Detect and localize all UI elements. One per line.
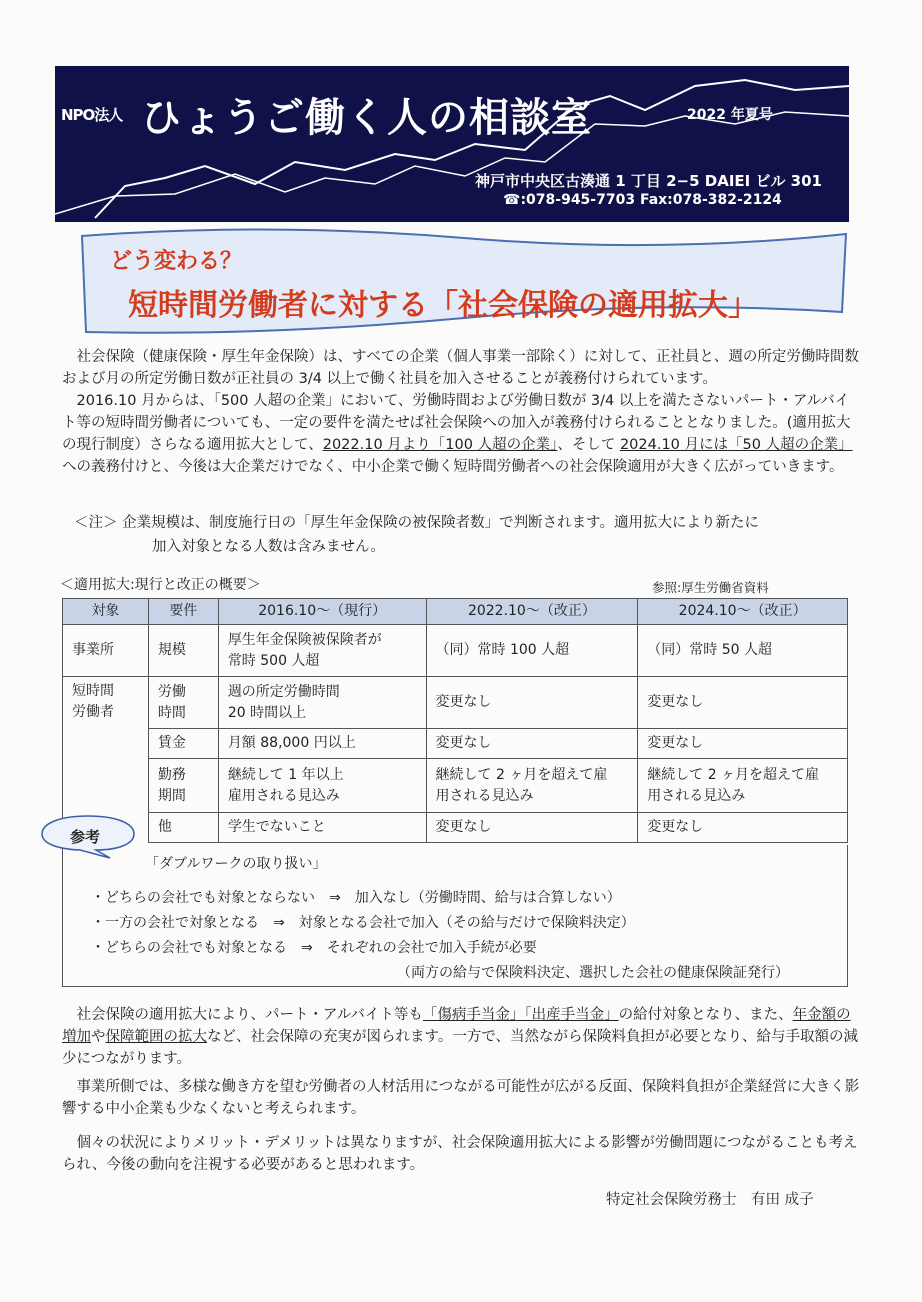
header-2024: 2024.10～（改正） [638, 599, 848, 625]
cell: 厚生年金保険被保険者が 常時 500 人超 [218, 625, 426, 677]
cell: 継続して 2 ヶ月を超えて雇 用される見込み [426, 759, 638, 813]
cell: 週の所定労働時間 20 時間以上 [218, 677, 426, 729]
cell [63, 759, 149, 813]
header-2016: 2016.10～（現行） [218, 599, 426, 625]
header-2022: 2022.10～（改正） [426, 599, 638, 625]
cell: 短時間 労働者 [63, 677, 149, 729]
reference-bubble-label: 参考 [70, 828, 101, 846]
newsletter-header [55, 66, 849, 222]
underline-2022: 2022.10 月より「100 人超の企業」 [322, 437, 558, 453]
header-target: 対象 [63, 599, 149, 625]
cell: 学生でないこと [218, 813, 426, 843]
cell: 変更なし [426, 813, 638, 843]
closing-paragraph-1: 社会保険の適用拡大により、パート・アルバイト等も「傷病手当金」「出産手当金」の給付対象となり、また、年金額の増加や保障範囲の拡大など、社会保障の充実が図られます。一方で、当然ながら保険料負担が必要となり、給与手取額の減少につながります。 [62, 1007, 859, 1067]
cell: 事業所 [63, 625, 149, 677]
cell: 労働 時間 [148, 677, 218, 729]
underline-coverage: 保障範囲の拡大 [105, 1029, 207, 1045]
coverage-table [62, 598, 848, 843]
cell: 継続して 2 ヶ月を超えて雇 用される見込み [638, 759, 848, 813]
cell [63, 729, 149, 759]
cell: 変更なし [638, 729, 848, 759]
tel-fax: ☎:078-945-7703 Fax:078-382-2124 [503, 192, 782, 208]
reference-line: ・どちらの会社でも対象とならない ⇒ 加入なし（労働時間、給与は合算しない） [91, 890, 621, 906]
table-row [63, 729, 848, 759]
reference-line: ・一方の会社で対象となる ⇒ 対象となる会社で加入（その給与だけで保険料決定） [91, 915, 635, 931]
cell: （同）常時 50 人超 [638, 625, 848, 677]
cell: 賃金 [148, 729, 218, 759]
underline-2024: 2024.10 月には「50 人超の企業」 [619, 437, 853, 453]
table-row [63, 813, 848, 843]
banner-subtitle: どう変わる？ [110, 249, 243, 274]
author-signature: 特定社会保険労務士 有田 成子 [606, 1192, 814, 1208]
header-requirement: 要件 [148, 599, 218, 625]
underline-benefits: 「傷病手当金」「出産手当金」 [422, 1007, 619, 1023]
intro-paragraph-1: 社会保険（健康保険・厚生年金保険）は、すべての企業（個人事業一部除く）に対して、正社員と、週の所定労働時間数および月の所定労働日数が正社員の 3/4 以上で働く社員を加入させることが義務付けられています。 [62, 349, 859, 387]
issue-label: 2022 年夏号 [687, 107, 773, 123]
npo-label: NPO法人 [61, 106, 123, 124]
cell: 勤務 期間 [148, 759, 218, 813]
double-work-reference-box [62, 845, 848, 987]
cell: 変更なし [638, 813, 848, 843]
table-caption: ＜適用拡大:現行と改正の概要＞ [60, 577, 261, 593]
table-row [63, 759, 848, 813]
cell: 継続して 1 年以上 雇用される見込み [218, 759, 426, 813]
address: 神戸市中央区古湊通 1 丁目 2−5 DAIEI ビル 301 [475, 172, 822, 190]
table-row [63, 625, 848, 677]
cell: 変更なし [638, 677, 848, 729]
underline-pension: 年金額の増加 [62, 1007, 851, 1045]
note-line-1: ＜注＞ 企業規模は、制度施行日の「厚生年金保険の被保険者数」で判断されます。適用拡大により新たに [74, 515, 759, 531]
cell: 月額 88,000 円以上 [218, 729, 426, 759]
table-header-row [63, 599, 848, 625]
reference-line: （両方の給与で保険料決定、選択した会社の健康保険証発行） [397, 965, 789, 981]
closing-paragraph-2: 事業所側では、多様な働き方を望む労働者の人材活用につながる可能性が広がる反面、保険料負担が企業経営に大きく影響する中小企業も少なくないと考えられます。 [62, 1079, 860, 1117]
table-source: 参照:厚生労働省資料 [652, 580, 769, 595]
banner-title: 短時間労働者に対する「社会保険の適用拡大」 [128, 288, 758, 323]
reference-title: 「ダブルワークの取り扱い」 [145, 856, 327, 872]
closing-paragraph-3: 個々の状況によりメリット・デメリットは異なりますが、社会保険適用拡大による影響が労働問題につながることも考えられ、今後の動向を注視する必要があると思われます。 [62, 1135, 858, 1173]
organization-name: ひょうご働く人の相談室 [141, 95, 592, 141]
reference-line: ・どちらの会社でも対象となる ⇒ それぞれの会社で加入手続が必要 [91, 940, 537, 956]
cell: 変更なし [426, 677, 638, 729]
cell: 他 [148, 813, 218, 843]
intro-paragraph-2: 2016.10 月からは、「500 人超の企業」において、労働時間および労働日数が 3/4 以上を満たさないパート・アルバイト等の短時間労働者についても、一定の要件を満たせば社会保険への加入が義務付けられることとなりました。(適用拡大の現行制度）さらなる適用拡大として、2022.10 月より「100 人超の企業」、そして 2024.10 月には「50 人超の企業」への義務付けと、今後は大企業だけでなく、中小企業で働く短時間労働者への社会保険適用が大きく広がっていきます。 [62, 393, 853, 475]
cell: 規模 [148, 625, 218, 677]
cell: （同）常時 100 人超 [426, 625, 638, 677]
cell: 変更なし [426, 729, 638, 759]
table-row [63, 677, 848, 729]
note-line-2: 加入対象となる人数は含みません。 [152, 539, 385, 555]
